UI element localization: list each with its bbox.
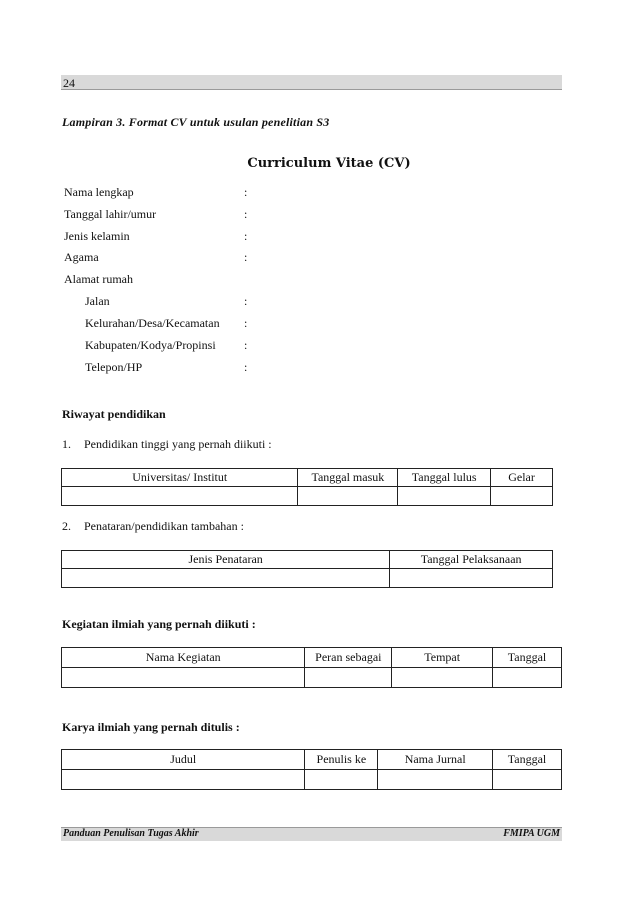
activities-table (61, 647, 562, 688)
section-heading-activities: Kegiatan ilmiah yang pernah diikuti : (62, 617, 256, 631)
table-header-cell: Nama Jurnal (378, 750, 493, 770)
field-colon: : (244, 360, 248, 374)
table-cell[interactable] (493, 770, 562, 790)
field-colon: : (244, 338, 248, 352)
appendix-title: Lampiran 3. Format CV untuk usulan penelitian S3 (62, 115, 330, 129)
field-kelurahan: Kelurahan/Desa/Kecamatan (85, 316, 220, 330)
training-table (61, 550, 553, 588)
cv-title (0, 156, 638, 171)
table-header-cell: Judul (62, 750, 305, 770)
field-colon: : (244, 207, 248, 221)
field-jalan: Jalan (85, 294, 110, 308)
table-cell[interactable] (392, 668, 493, 688)
field-tanggal-lahir: Tanggal lahir/umur (64, 207, 157, 221)
table-cell[interactable] (305, 770, 378, 790)
table-cell[interactable] (390, 569, 553, 588)
footer-institution: FMIPA UGM (503, 828, 560, 839)
item-number: 1. (62, 437, 71, 451)
table-header-cell: Jenis Penataran (62, 551, 390, 569)
item-label: Pendidikan tinggi yang pernah diikuti : (84, 437, 272, 451)
education-table (61, 468, 553, 506)
table-header-cell: Tanggal masuk (298, 469, 398, 487)
field-alamat-rumah: Alamat rumah (64, 272, 133, 286)
table-cell[interactable] (62, 770, 305, 790)
table-cell[interactable] (491, 487, 553, 506)
table-cell[interactable] (398, 487, 491, 506)
field-colon: : (244, 185, 248, 199)
item-number: 2. (62, 519, 71, 533)
field-telepon: Telepon/HP (85, 360, 143, 374)
table-header-cell: Tanggal (493, 648, 562, 668)
item-label: Penataran/pendidikan tambahan : (84, 519, 244, 533)
table-cell[interactable] (378, 770, 493, 790)
field-colon: : (244, 250, 248, 264)
section-heading-education: Riwayat pendidikan (62, 407, 166, 421)
field-colon: : (244, 294, 248, 308)
footer-title: Panduan Penulisan Tugas Akhir (63, 828, 199, 839)
field-kabupaten: Kabupaten/Kodya/Propinsi (85, 338, 216, 352)
page-number: 24 (63, 76, 75, 90)
table-header-cell: Tanggal (493, 750, 562, 770)
table-header-cell: Penulis ke (305, 750, 378, 770)
table-cell[interactable] (298, 487, 398, 506)
table-cell[interactable] (62, 569, 390, 588)
table-header-cell: Tempat (392, 648, 493, 668)
table-header-cell: Tanggal Pelaksanaan (390, 551, 553, 569)
field-jenis-kelamin: Jenis kelamin (64, 229, 130, 243)
table-cell[interactable] (62, 487, 298, 506)
field-colon: : (244, 229, 248, 243)
table-cell[interactable] (305, 668, 392, 688)
education-item-1 (62, 437, 272, 452)
cv-title-text: Curriculum Vitae (CV) (247, 156, 411, 171)
table-header-cell: Tanggal lulus (398, 469, 491, 487)
field-agama: Agama (64, 250, 99, 264)
table-header-cell: Peran sebagai (305, 648, 392, 668)
field-nama-lengkap: Nama lengkap (64, 185, 134, 199)
section-heading-publications: Karya ilmiah yang pernah ditulis : (62, 720, 240, 734)
table-cell[interactable] (62, 668, 305, 688)
table-cell[interactable] (493, 668, 562, 688)
table-header-cell: Universitas/ Institut (62, 469, 298, 487)
table-header-cell: Nama Kegiatan (62, 648, 305, 668)
table-header-cell: Gelar (491, 469, 553, 487)
publications-table (61, 749, 562, 790)
header-bar (61, 75, 562, 90)
education-item-2 (62, 519, 244, 534)
field-colon: : (244, 316, 248, 330)
